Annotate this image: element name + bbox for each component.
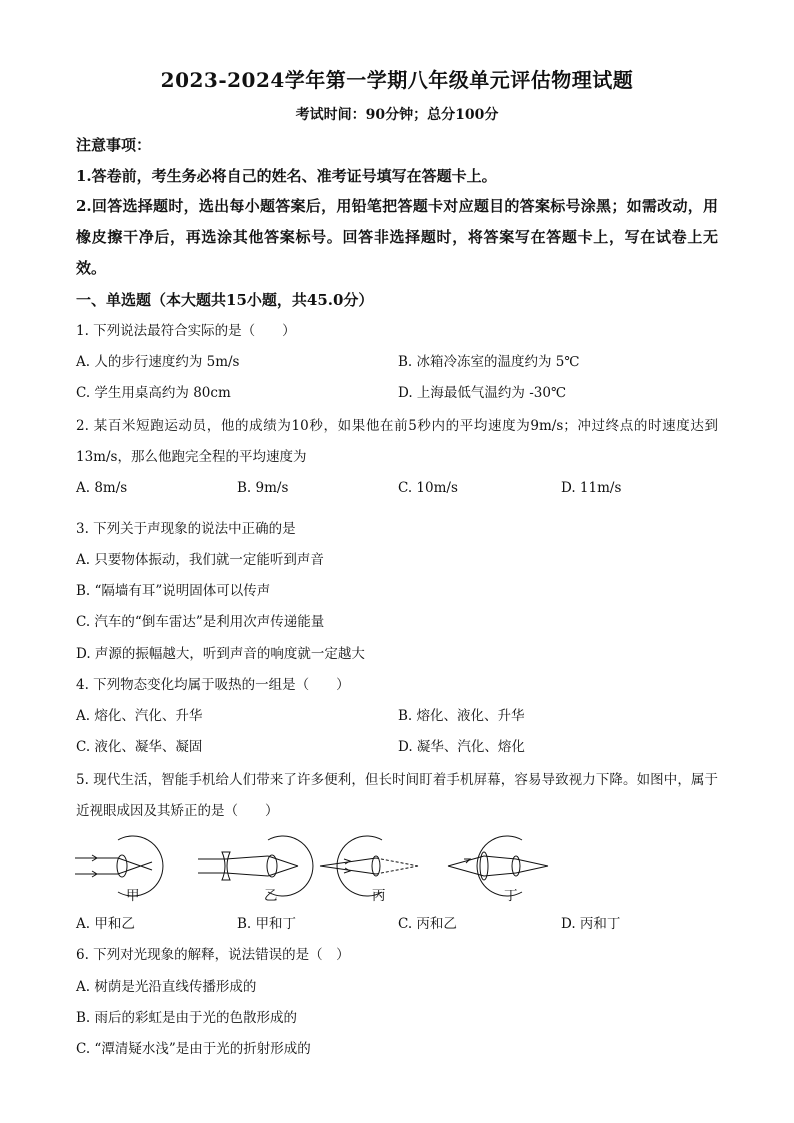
question-4-option-d: D. 凝华、汽化、熔化 xyxy=(398,739,525,755)
question-1-stem: 1. 下列说法最符合实际的是（ ） xyxy=(76,323,296,339)
question-5-option-b: B. 甲和丁 xyxy=(237,916,297,932)
question-1-option-d: D. 上海最低气温约为 -30℃ xyxy=(398,385,567,401)
question-4-option-c: C. 液化、凝华、凝固 xyxy=(76,739,203,755)
question-3-option-c: C. 汽车的“倒车雷达”是利用次声传递能量 xyxy=(76,614,325,630)
eye-diagram-jia xyxy=(75,836,163,896)
question-2-option-a: A. 8m/s xyxy=(76,480,128,496)
question-1-option-c: C. 学生用桌高约为 80cm xyxy=(76,385,231,401)
question-5-option-d: D. 丙和丁 xyxy=(561,916,621,932)
note-item-1: 1.答卷前，考生务必将自己的姓名、准考证号填写在答题卡上。 xyxy=(76,167,497,185)
figure-label-jia: 甲 xyxy=(126,888,140,904)
question-6-option-b: B. 雨后的彩虹是由于光的色散形成的 xyxy=(76,1010,298,1026)
eye-diagrams-figure xyxy=(70,826,670,906)
question-4-option-a: A. 熔化、汽化、升华 xyxy=(76,708,203,724)
eye-diagram-yi xyxy=(198,836,313,896)
question-3-stem: 3. 下列关于声现象的说法中正确的是 xyxy=(76,521,296,537)
question-5-option-a: A. 甲和乙 xyxy=(76,916,135,932)
question-3-option-a: A. 只要物体振动，我们就一定能听到声音 xyxy=(76,552,324,568)
question-6-option-c: C. “潭清疑水浅”是由于光的折射形成的 xyxy=(76,1041,311,1057)
figure-label-bing: 丙 xyxy=(372,888,386,904)
question-4-stem: 4. 下列物态变化均属于吸热的一组是（ ） xyxy=(76,677,350,693)
question-1-option-b: B. 冰箱冷冻室的温度约为 5℃ xyxy=(398,354,580,370)
question-4-option-b: B. 熔化、液化、升华 xyxy=(398,708,525,724)
exam-title: 2023-2024学年第一学期八年级单元评估物理试题 xyxy=(160,68,634,92)
question-2-option-c: C. 10m/s xyxy=(398,480,458,496)
section-heading: 一、单选题（本大题共15小题，共45.0分） xyxy=(76,291,374,309)
question-2-option-b: B. 9m/s xyxy=(237,480,289,496)
eye-diagram-ding xyxy=(448,836,548,896)
question-5-option-c: C. 丙和乙 xyxy=(398,916,457,932)
question-2-stem: 2. 某百米短跑运动员，他的成绩为10秒，如果他在前5秒内的平均速度为9m/s；冲过终点的时速度达到13m/s，那么他跑完全程的平均速度为 xyxy=(76,418,718,465)
question-1-option-a: A. 人的步行速度约为 5m/s xyxy=(76,354,240,370)
figure-label-yi: 乙 xyxy=(264,888,278,904)
notes-heading: 注意事项： xyxy=(76,136,152,154)
question-3-option-b: B. “隔墙有耳”说明固体可以传声 xyxy=(76,583,271,599)
question-3-option-d: D. 声源的振幅越大，听到声音的响度就一定越大 xyxy=(76,646,365,662)
question-2-option-d: D. 11m/s xyxy=(561,480,622,496)
figure-label-ding: 丁 xyxy=(504,888,518,904)
eye-diagram-bing xyxy=(320,836,418,896)
note-item-2: 2.回答选择题时，选出每小题答案后，用铅笔把答题卡对应题目的答案标号涂黑；如需改动，用橡皮擦干净后，再选涂其他答案标号。回答非选择题时，将答案写在答题卡上，写在试卷上无效。 xyxy=(76,197,718,277)
exam-subtitle: 考试时间：90分钟；总分100分 xyxy=(295,107,499,123)
question-6-stem: 6. 下列对光现象的解释，说法错误的是（ ） xyxy=(76,947,350,963)
question-6-option-a: A. 树荫是光沿直线传播形成的 xyxy=(76,979,257,995)
question-5-stem: 5. 现代生活，智能手机给人们带来了许多便利，但长时间盯着手机屏幕，容易导致视力下降。如图中，属于近视眼成因及其矫正的是（ ） xyxy=(76,772,718,819)
